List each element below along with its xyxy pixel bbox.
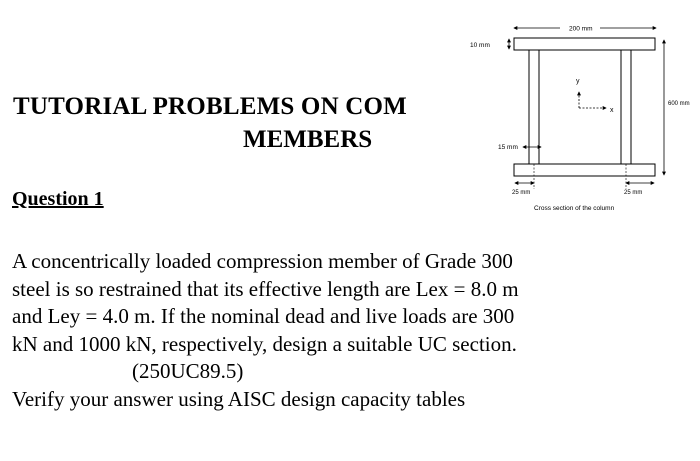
question-body bbox=[12, 248, 612, 413]
top-flange bbox=[514, 38, 655, 50]
flange-dimension-label: 10 mm bbox=[470, 42, 490, 49]
right-web bbox=[621, 50, 631, 164]
x-axis-label: x bbox=[610, 107, 614, 114]
question-label: Question 1 bbox=[12, 188, 104, 210]
column-cross-section-diagram bbox=[462, 17, 700, 222]
question-line-4: kN and 1000 kN, respectively, design a suitable UC section. bbox=[12, 331, 517, 356]
right-edge-dimension-label: 25 mm bbox=[624, 190, 643, 196]
question-line-1: A concentrically loaded compression member of Grade 300 bbox=[12, 249, 513, 273]
question-verify: Verify your answer using AISC design capacity tables bbox=[12, 386, 466, 411]
question-line-3: and Ley = 4.0 m. If the nominal dead and live loads are 300 bbox=[12, 304, 515, 328]
question-line-2: steel is so restrained that its effective length are Lex = 8.0 m bbox=[12, 276, 519, 301]
web-dimension-label: 15 mm bbox=[498, 144, 518, 151]
page-title-line2: MEMBERS bbox=[243, 126, 373, 153]
left-edge-dimension-label: 25 mm bbox=[512, 190, 531, 196]
y-axis-label: y bbox=[576, 78, 580, 85]
bottom-flange bbox=[514, 164, 655, 176]
question-answer: (250UC89.5) bbox=[132, 359, 244, 383]
figure-caption: Cross section of the column bbox=[534, 205, 615, 212]
page-title-line1: TUTORIAL PROBLEMS ON COM bbox=[13, 93, 407, 120]
height-dimension-label: 600 mm bbox=[668, 101, 690, 107]
width-dimension-label: 200 mm bbox=[569, 25, 593, 33]
